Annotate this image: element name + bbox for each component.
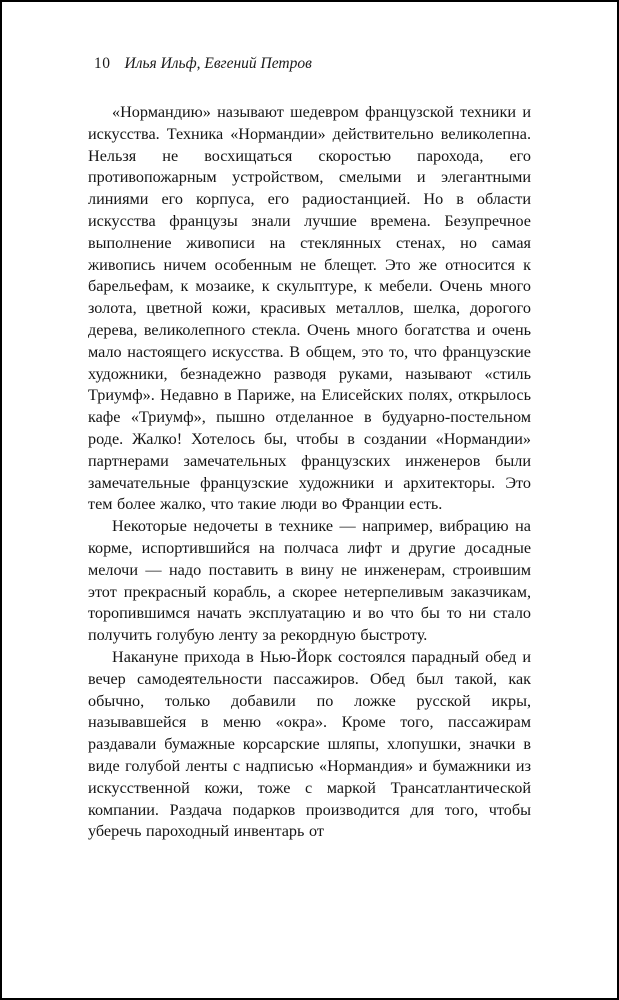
running-header-authors: Илья Ильф, Евгений Петров <box>124 55 312 72</box>
paragraph: «Нормандию» называют шедевром французской техники и искусства. Техника «Нормандии» действительно великолепна. Нельзя не восхищаться скоростью парохода, его противопожарным устройством, смелыми и элегантными линиями его корпуса, его радиостанцией. Но в области искусства французы знали лучшие времена. Безупречное выполнение живописи на стеклянных стенах, но самая живопись ничем особенным не блещет. Это же относится к барельефам, к мозаике, к скульптуре, к мебели. Очень много золота, цветной кожи, красивых металлов, шелка, дорогого дерева, великолепного стекла. Очень много богатства и очень мало настоящего искусства. В общем, это то, что французские художники, безнадежно разводя руками, называют «стиль Триумф». Недавно в Париже, на Елисейских полях, открылось кафе «Триумф», пышно отделанное в будуарно-постельном роде. Жалко! Хотелось бы, чтобы в создании «Нормандии» партнерами замечательных французских инженеров были замечательные французские художники и архитекторы. Это тем более жалко, что такие люди во Франции есть. <box>88 103 531 514</box>
paragraph: Некоторые недочеты в технике — например, вибрацию на корме, испортившийся на полчаса лифт и другие досадные мелочи — надо поставить в вину не инженерам, строившим этот прекрасный корабль, а скорее нетерпеливым заказчикам, торопившимся начать эксплуатацию и во что бы то ни стало получить голубую ленту за рекордную быстроту. <box>88 517 531 645</box>
paragraph: Накануне прихода в Нью-Йорк состоялся парадный обед и вечер самодеятельности пассажиров. Обед был такой, как обычно, только добавили по ложке русской икры, называвшейся в меню «окра». Кроме того, пассажирам раздавали бумажные корсарские шляпы, хлопушки, значки в виде голубой ленты с надписью «Нормандия» и бумажники из искусственной кожи, тоже с маркой Трансатлантической компании. Раздача подарков производится для того, чтобы уберечь пароходный инвентарь от <box>88 647 531 841</box>
page-text <box>88 102 531 843</box>
page-header <box>94 54 531 74</box>
page-number: 10 <box>94 55 111 72</box>
